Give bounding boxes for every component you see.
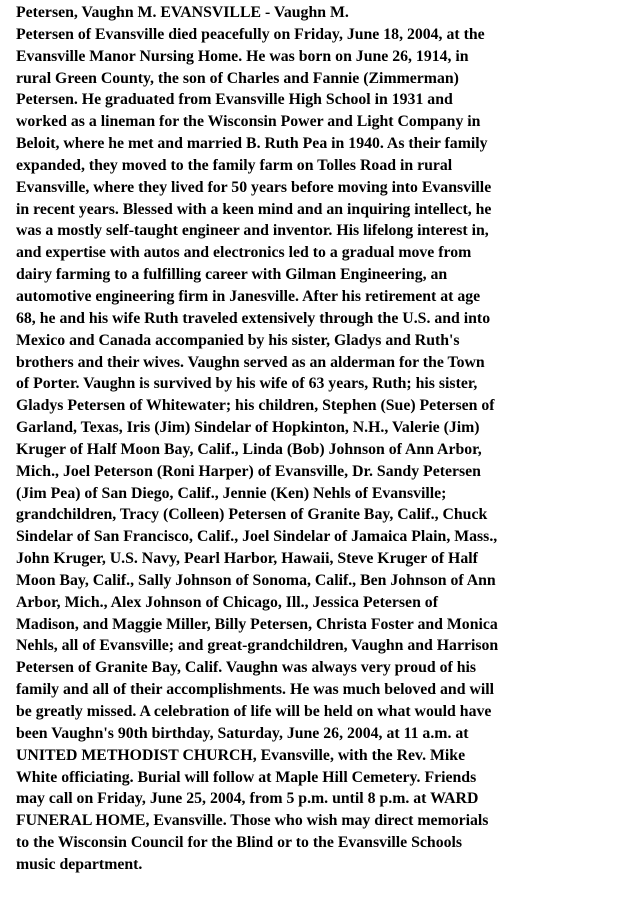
text-line: (Jim Pea) of San Diego, Calif., Jennie (Ken) Nehls of Evansville;: [16, 484, 447, 502]
text-line: Mich., Joel Peterson (Roni Harper) of Evansville, Dr. Sandy Petersen: [16, 462, 481, 480]
text-line: Nehls, all of Evansville; and great-grandchildren, Vaughn and Harrison: [16, 637, 499, 655]
text-line: John Kruger, U.S. Navy, Pearl Harbor, Hawaii, Steve Kruger of Half: [16, 550, 478, 568]
text-line: Petersen, Vaughn M. EVANSVILLE - Vaughn M.: [16, 4, 349, 21]
text-line: expanded, they moved to the family farm on Tolles Road in rural: [16, 156, 453, 174]
text-line: Evansville, where they lived for 50 years before moving into Evansville: [16, 178, 492, 196]
text-line: Sindelar of San Francisco, Calif., Joel Sindelar of Jamaica Plain, Mass.,: [16, 528, 498, 546]
text-line: family and all of their accomplishments. He was much beloved and will: [16, 681, 495, 699]
text-line: Petersen of Evansville died peacefully on Friday, June 18, 2004, at the: [16, 25, 485, 43]
text-line: White officiating. Burial will follow at Maple Hill Cemetery. Friends: [16, 768, 477, 786]
text-line: Garland, Texas, Iris (Jim) Sindelar of Hopkinton, N.H., Valerie (Jim): [16, 419, 480, 437]
text-line: dairy farming to a fulfilling career with Gilman Engineering, an: [16, 266, 448, 284]
text-line: FUNERAL HOME, Evansville. Those who wish may direct memorials: [16, 812, 489, 830]
text-line: music department.: [16, 855, 143, 873]
text-line: Mexico and Canada accompanied by his sister, Gladys and Ruth's: [16, 331, 460, 349]
text-line: and expertise with autos and electronics led to a gradual move from: [16, 244, 472, 262]
text-line: Petersen. He graduated from Evansville High School in 1931 and: [16, 91, 453, 109]
text-line: worked as a lineman for the Wisconsin Power and Light Company in: [16, 113, 481, 131]
text-line: to the Wisconsin Council for the Blind or to the Evansville Schools: [16, 834, 463, 852]
text-line: Beloit, where he met and married B. Ruth Pea in 1940. As their family: [16, 135, 488, 153]
text-line: Kruger of Half Moon Bay, Calif., Linda (Bob) Johnson of Ann Arbor,: [16, 440, 482, 458]
text-line: of Porter. Vaughn is survived by his wife of 63 years, Ruth; his sister,: [16, 375, 478, 393]
text-line: Arbor, Mich., Alex Johnson of Chicago, Ill., Jessica Petersen of: [16, 593, 438, 611]
text-line: Moon Bay, Calif., Sally Johnson of Sonoma, Calif., Ben Johnson of Ann: [16, 571, 496, 589]
text-line: Evansville Manor Nursing Home. He was born on June 26, 1914, in: [16, 47, 469, 65]
text-line: automotive engineering firm in Janesville. After his retirement at age: [16, 287, 481, 305]
text-line: grandchildren, Tracy (Colleen) Petersen of Granite Bay, Calif., Chuck: [16, 506, 488, 524]
text-line: Madison, and Maggie Miller, Billy Petersen, Christa Foster and Monica: [16, 615, 498, 633]
text-line: be greatly missed. A celebration of life will be held on what would have: [16, 703, 492, 720]
obituary-text: [16, 2, 616, 876]
text-line: in recent years. Blessed with a keen mind and an inquiring intellect, he: [16, 200, 492, 218]
text-line: Gladys Petersen of Whitewater; his children, Stephen (Sue) Petersen of: [16, 397, 495, 415]
text-line: was a mostly self-taught engineer and inventor. His lifelong interest in,: [16, 222, 489, 240]
text-line: been Vaughn's 90th birthday, Saturday, June 26, 2004, at 11 a.m. at: [16, 724, 469, 742]
text-line: brothers and their wives. Vaughn served as an alderman for the Town: [16, 353, 485, 371]
text-line: may call on Friday, June 25, 2004, from 5 p.m. until 8 p.m. at WARD: [16, 790, 479, 808]
text-line: UNITED METHODIST CHURCH, Evansville, with the Rev. Mike: [16, 746, 466, 764]
text-line: Petersen of Granite Bay, Calif. Vaughn was always very proud of his: [16, 659, 477, 677]
text-line: rural Green County, the son of Charles and Fannie (Zimmerman): [16, 69, 459, 87]
text-line: 68, he and his wife Ruth traveled extensively through the U.S. and into: [16, 309, 491, 327]
